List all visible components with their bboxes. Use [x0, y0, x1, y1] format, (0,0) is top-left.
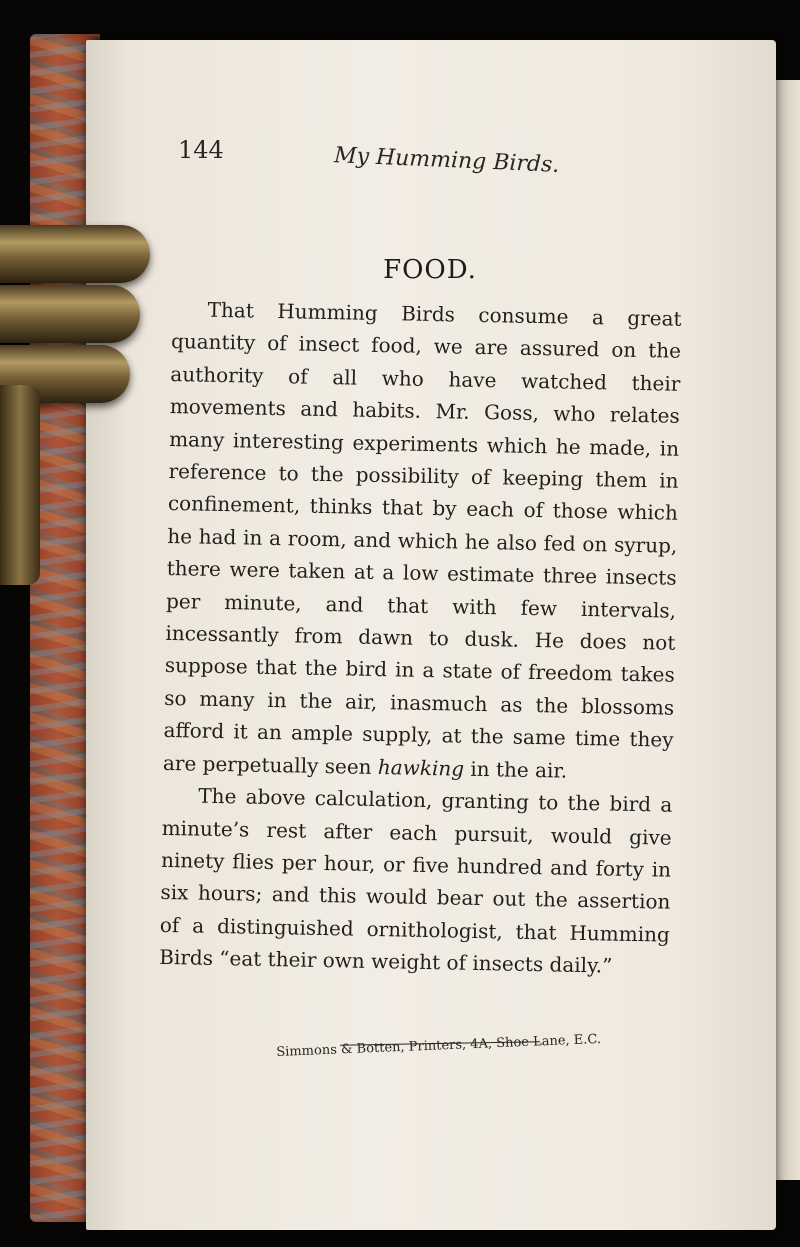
italic-word: hawking [377, 754, 465, 781]
brass-book-clamp [0, 185, 155, 605]
paragraph-2: The above calculation, granting to the bird a minute’s rest after each pursuit, would give ninety flies per hour, or five hundred and forty in six hours; and this would bear out the assertion of a distinguished ornithologist, that Humming Birds “eat their own weight of insects daily.” [159, 783, 673, 978]
page-header [178, 136, 558, 186]
paragraph-1-end: in the air. [463, 756, 568, 783]
paragraph-1 [163, 293, 682, 789]
clamp-base [0, 385, 40, 585]
clamp-arm [0, 225, 150, 283]
body-text [159, 293, 682, 983]
printer-imprint: Simmons & Botten, Printers, 4A, Shoe Lane, E.C. [276, 1031, 602, 1060]
page-number: 144 [178, 136, 224, 164]
section-heading: FOOD. [383, 255, 477, 285]
clamp-arm [0, 285, 140, 343]
running-title: My Humming Birds. [333, 143, 560, 178]
paragraph-1-text: That Humming Birds consume a great quantity of insect food, we are assured on the authority of all who have watched their movements and habits. Mr. Goss, who relates many interesting experiments which he made, in reference to the possibility of keeping them in confinement, thinks that by each of those which he had in a room, and which he also fed on syrup, there were taken at a low estimate three insects per minute, and that with few intervals, incessantly from dawn to dusk. He does not suppose that the bird in a state of freedom takes so many in the air, inasmuch as the blossoms afford it an ample supply, at the same time they are perpetually seen [162, 297, 682, 779]
